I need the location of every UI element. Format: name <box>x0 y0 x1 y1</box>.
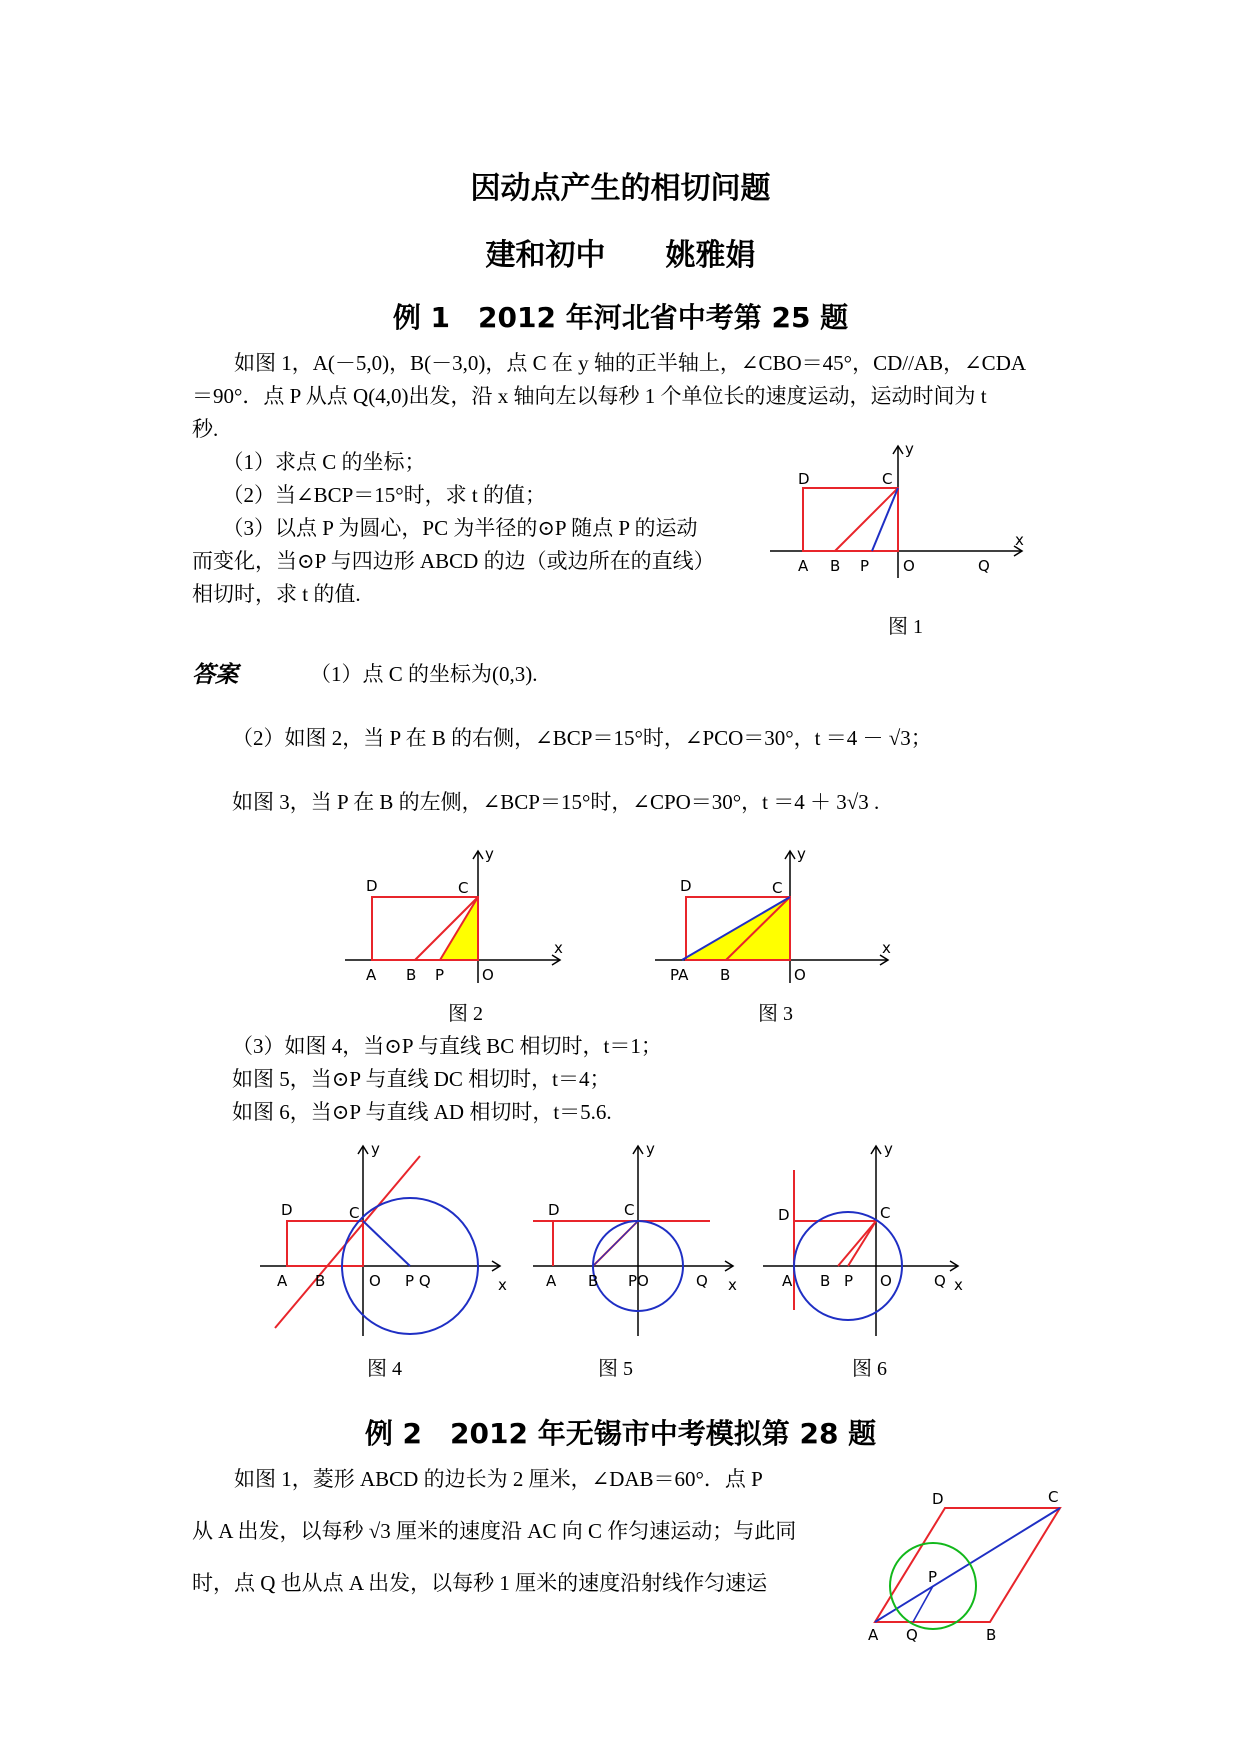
label-a: A <box>546 1272 557 1290</box>
label-c: C <box>1048 1490 1059 1506</box>
label-o: O <box>482 966 494 984</box>
question-3-line-3: 相切时，求 t 的值. <box>192 582 361 606</box>
figure-rhombus <box>850 1490 1080 1650</box>
label-o: O <box>794 966 806 984</box>
answer-2: （2）如图 2，当 P 在 B 的右侧，∠BCP＝15°时，∠PCO＝30°，t ＝4 － √3； <box>232 726 932 750</box>
label-o: O <box>369 1272 381 1290</box>
example2-line-1: 如图 1，菱形 ABCD 的边长为 2 厘米，∠DAB＝60°．点 P <box>192 1467 763 1491</box>
label-d: D <box>366 877 378 895</box>
figure-2 <box>340 845 570 985</box>
answer-3-line-1: （3）如图 4，当⊙P 与直线 BC 相切时，t＝1； <box>232 1034 662 1058</box>
label-p: P <box>928 1568 938 1586</box>
label-y: y <box>797 845 806 863</box>
label-a: A <box>366 966 377 984</box>
figure-1 <box>760 440 1030 580</box>
problem-line-1: 如图 1，A(－5,0)，B(－3,0)，点 C 在 y 轴的正半轴上，∠CBO＝45°，CD//AB，∠CDA <box>192 351 1027 375</box>
figure-5 <box>528 1140 748 1340</box>
segment-pc <box>872 488 898 551</box>
label-d: D <box>778 1206 790 1224</box>
label-x: x <box>554 939 563 957</box>
label-p: P <box>860 557 870 575</box>
label-c: C <box>882 470 893 488</box>
label-b: B <box>406 966 417 984</box>
example2-heading: 例 2 2012 年无锡市中考模拟第 28 题 <box>364 1417 877 1450</box>
answer-1: （1）点 C 的坐标为(0,3). <box>310 662 538 686</box>
figure-3-caption: 图 3 <box>758 1003 793 1025</box>
label-b: B <box>588 1272 599 1290</box>
label-y: y <box>485 845 494 863</box>
label-a: A <box>277 1272 288 1290</box>
label-y: y <box>905 440 914 458</box>
figure-6-caption: 图 6 <box>852 1358 887 1380</box>
label-d: D <box>798 470 810 488</box>
label-c: C <box>880 1204 891 1222</box>
label-x: x <box>728 1276 737 1294</box>
label-b: B <box>315 1272 326 1290</box>
question-1: （1）求点 C 的坐标； <box>212 450 426 474</box>
label-q: Q <box>934 1272 946 1290</box>
answer-2b: 如图 3，当 P 在 B 的左侧，∠BCP＝15°时，∠CPO＝30°，t ＝4 ＋ 3√3 . <box>232 790 880 814</box>
label-y: y <box>371 1140 380 1158</box>
answer-3-line-3: 如图 6，当⊙P 与直线 AD 相切时，t＝5.6. <box>232 1100 612 1124</box>
label-o: O <box>880 1272 892 1290</box>
example2-line-2: 从 A 出发，以每秒 √3 厘米的速度沿 AC 向 C 作匀速运动；与此同 <box>192 1519 797 1543</box>
rectangle-abcd <box>803 488 898 551</box>
label-q: Q <box>696 1272 708 1290</box>
label-b: B <box>830 557 841 575</box>
label-q: Q <box>906 1626 918 1644</box>
label-a: A <box>798 557 809 575</box>
label-x: x <box>882 939 891 957</box>
figure-2-caption: 图 2 <box>448 1003 483 1025</box>
label-b: B <box>986 1626 997 1644</box>
page-title: 因动点产生的相切问题 <box>470 171 771 206</box>
label-x: x <box>1015 531 1024 549</box>
problem-line-3: 秒. <box>192 417 219 441</box>
label-b: B <box>820 1272 831 1290</box>
example1-heading: 例 1 2012 年河北省中考第 25 题 <box>392 301 849 334</box>
question-3-line-1: （3）以点 P 为圆心，PC 为半径的⊙P 随点 P 的运动 <box>212 516 698 540</box>
label-x: x <box>498 1276 507 1294</box>
segment-bc <box>835 488 898 551</box>
label-p: P <box>844 1272 854 1290</box>
figure-5-caption: 图 5 <box>598 1358 633 1380</box>
label-pq: P Q <box>405 1272 431 1290</box>
label-d: D <box>281 1201 293 1219</box>
example2-line-3: 时，点 Q 也从点 A 出发，以每秒 1 厘米的速度沿射线作匀速运 <box>192 1571 768 1595</box>
question-3-line-2: 而变化，当⊙P 与四边形 ABCD 的边（或边所在的直线） <box>192 549 715 573</box>
label-y: y <box>646 1140 655 1158</box>
answer-3-line-2: 如图 5，当⊙P 与直线 DC 相切时，t＝4； <box>232 1067 611 1091</box>
figure-1-caption: 图 1 <box>888 616 923 638</box>
label-y: y <box>884 1140 893 1158</box>
label-b: B <box>720 966 731 984</box>
label-c: C <box>624 1201 635 1219</box>
tangent-line-bc <box>275 1156 420 1328</box>
author-line: 建和初中 姚雅娟 <box>485 238 756 273</box>
label-a: A <box>782 1272 793 1290</box>
figure-4 <box>255 1140 515 1340</box>
question-2: （2）当∠BCP＝15°时，求 t 的值； <box>212 483 547 507</box>
label-a: A <box>868 1626 879 1644</box>
label-d: D <box>680 877 692 895</box>
label-d: D <box>548 1201 560 1219</box>
problem-line-2: ＝90°．点 P 从点 Q(4,0)出发，沿 x 轴向左以每秒 1 个单位长的速度运动，运动时间为 t <box>192 384 987 408</box>
label-pa: PA <box>670 966 689 984</box>
label-q: Q <box>978 557 990 575</box>
label-o: O <box>903 557 915 575</box>
diagonal-ac <box>875 1508 1060 1622</box>
label-p: P <box>435 966 445 984</box>
figure-4-caption: 图 4 <box>367 1358 402 1380</box>
label-x: x <box>954 1276 963 1294</box>
label-c: C <box>458 879 469 897</box>
label-po: PO <box>628 1272 649 1290</box>
figure-6 <box>758 1140 978 1340</box>
figure-3 <box>650 845 900 985</box>
label-d: D <box>932 1490 944 1508</box>
label-c: C <box>349 1204 360 1222</box>
label-c: C <box>772 879 783 897</box>
answer-label: 答案 <box>192 661 238 688</box>
